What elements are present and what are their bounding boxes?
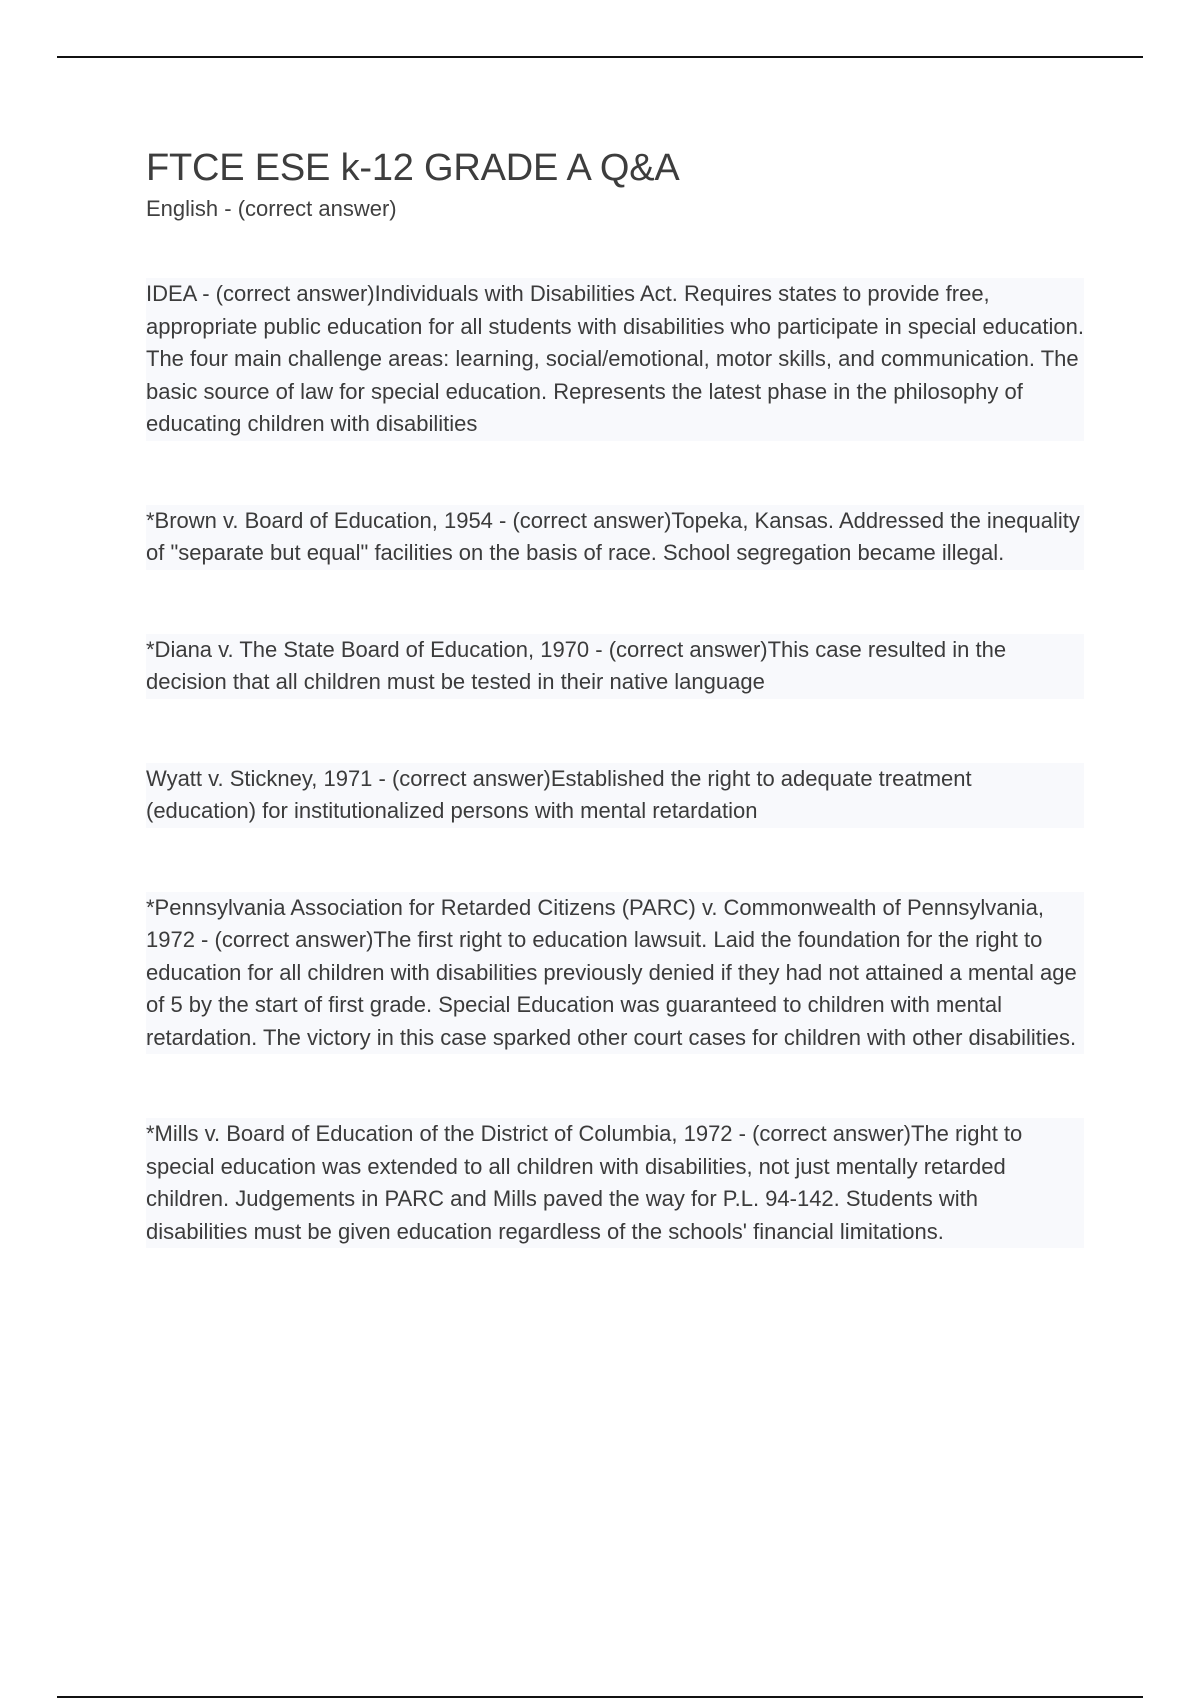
qa-text: IDEA - (correct answer)Individuals with Disabilities Act. Requires states to provide free, appropriate public education for all students with disabilities who participate in special education. The four main challenge areas: learning, social/emotional, motor skills, and communication. The basic source of law for special education. Represents the latest phase in the philosophy of educating children with disabilities — [146, 278, 1084, 441]
qa-text: *Pennsylvania Association for Retarded Citizens (PARC) v. Commonwealth of Pennsylvania, 1972 - (correct answer)The first right to education lawsuit. Laid the foundation for the right to education for all children with disabilities previously denied if they had not attained a mental age of 5 by the start of first grade. Special Education was guaranteed to children with mental retardation. The victory in this case sparked other court cases for children with other disabilities. — [146, 892, 1084, 1055]
qa-text: *Mills v. Board of Education of the District of Columbia, 1972 - (correct answer)The right to special education was extended to all children with disabilities, not just mentally retarded children. Judgements in PARC and Mills paved the way for P.L. 94-142. Students with disabilities must be given education regardless of the schools' financial limitations. — [146, 1118, 1084, 1248]
qa-list — [146, 278, 1096, 1248]
document-subtitle: English - (correct answer) — [146, 196, 397, 221]
qa-item — [146, 1118, 1096, 1248]
qa-text: *Brown v. Board of Education, 1954 - (correct answer)Topeka, Kansas. Addressed the inequality of "separate but equal" facilities on the basis of race. School segregation became illegal. — [146, 505, 1084, 570]
qa-item — [146, 278, 1096, 441]
top-rule — [57, 56, 1143, 58]
qa-item — [146, 634, 1096, 699]
qa-text: Wyatt v. Stickney, 1971 - (correct answer)Established the right to adequate treatment (education) for institutionalized persons with mental retardation — [146, 763, 1084, 828]
qa-item — [146, 505, 1096, 570]
bottom-rule — [57, 1696, 1143, 1698]
qa-text: *Diana v. The State Board of Education, 1970 - (correct answer)This case resulted in the decision that all children must be tested in their native language — [146, 634, 1084, 699]
qa-item — [146, 892, 1096, 1055]
document-title: FTCE ESE k-12 GRADE A Q&A — [146, 147, 680, 189]
qa-item — [146, 763, 1096, 828]
document-body — [146, 144, 1096, 1312]
